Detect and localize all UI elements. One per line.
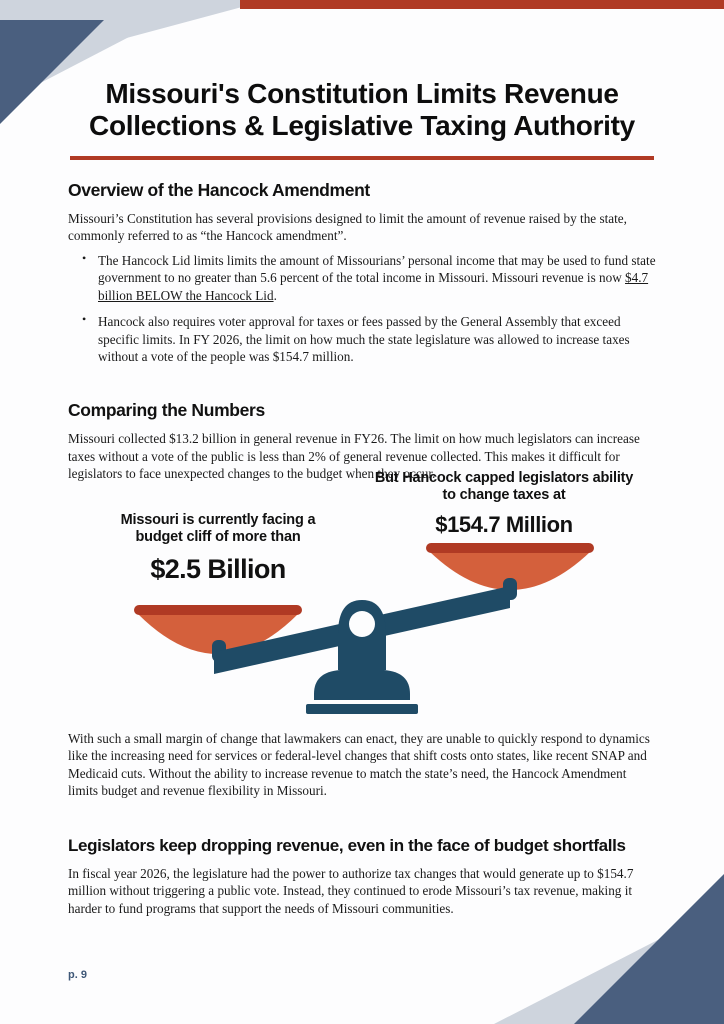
spacer: [68, 806, 656, 836]
bullet-text-before: The Hancock Lid limits limits the amount of Missourians’ personal income that may be used to fund state government to no greater than 5.6 percent of the total income in Missouri. Missouri revenue is now: [98, 252, 656, 286]
scale-left-caption: Missouri is currently facing a budget cliff of more than: [120, 512, 316, 546]
scale-right-caption: But Hancock capped legislators ability to change taxes at: [374, 470, 634, 504]
comparing-paragraph: Missouri collected $13.2 billion in general revenue in FY26. The limit on how much legislators can increase taxes without a vote of the public is less than 2% of general revenue collected. This makes it difficult for legislators to face unexpected changes to the budget when they occur.: [68, 431, 640, 482]
scale-left-value: $2.5 Billion: [150, 554, 286, 584]
scale-icon: [62, 462, 662, 722]
bullet-text-before: Hancock also requires voter approval for taxes or fees passed by the General Assembly that exceed specific limits. In FY 2026, the limit on how much the state legislature was allowed to increase taxes without a vote of the people was $154.7 million.: [98, 314, 630, 364]
list-item: [98, 313, 656, 365]
bullet-text-after: .: [273, 287, 277, 303]
after-graphic-paragraph: With such a small margin of change that lawmakers can enact, they are unable to quickly respond to dynamics like the increasing need for services or federal-level changes that shift costs onto states, like recent SNAP and Medicaid cuts. Without the ability to increase revenue to match the state’s need, the Hancock Amendment limits budget and revenue flexibility in Missouri.: [68, 731, 650, 799]
overview-intro-paragraph: Missouri’s Constitution has several provisions designed to limit the amount of revenue raised by the state, commonly referred to as “the Hancock amendment”.: [68, 211, 627, 244]
heading-overview: Overview of the Hancock Amendment: [68, 180, 370, 200]
bullet-link-text[interactable]: $4.7 billion BELOW the Hancock Lid: [98, 270, 649, 303]
balance-scale-infographic: [62, 462, 662, 722]
scale-right-value: $154.7 Million: [435, 512, 573, 537]
heading-legislators-dropping-revenue: Legislators keep dropping revenue, even in the face of budget shortfalls: [68, 835, 626, 855]
legislators-paragraph: In fiscal year 2026, the legislature had the power to authorize tax changes that would generate up to $154.7 million without triggering a public vote. Instead, they continued to erode Missouri’s tax revenue, making it harder to fund programs that support the needs of Missouri communities.: [68, 865, 634, 916]
title-line-2: Collections & Legislative Taxing Authority: [89, 110, 635, 142]
top-red-bar: [240, 0, 724, 9]
document-body-lower: [68, 730, 656, 923]
title-line-1: Missouri's Constitution Limits Revenue: [105, 78, 619, 109]
page-title: [62, 78, 662, 160]
spacer: [68, 374, 656, 400]
title-underline-rule: [70, 156, 654, 160]
overview-bullet-list: [68, 252, 656, 366]
heading-comparing-the-numbers: Comparing the Numbers: [68, 400, 265, 421]
list-item: [98, 252, 656, 304]
document-body: [68, 180, 656, 489]
page-number: p. 9: [68, 969, 87, 981]
